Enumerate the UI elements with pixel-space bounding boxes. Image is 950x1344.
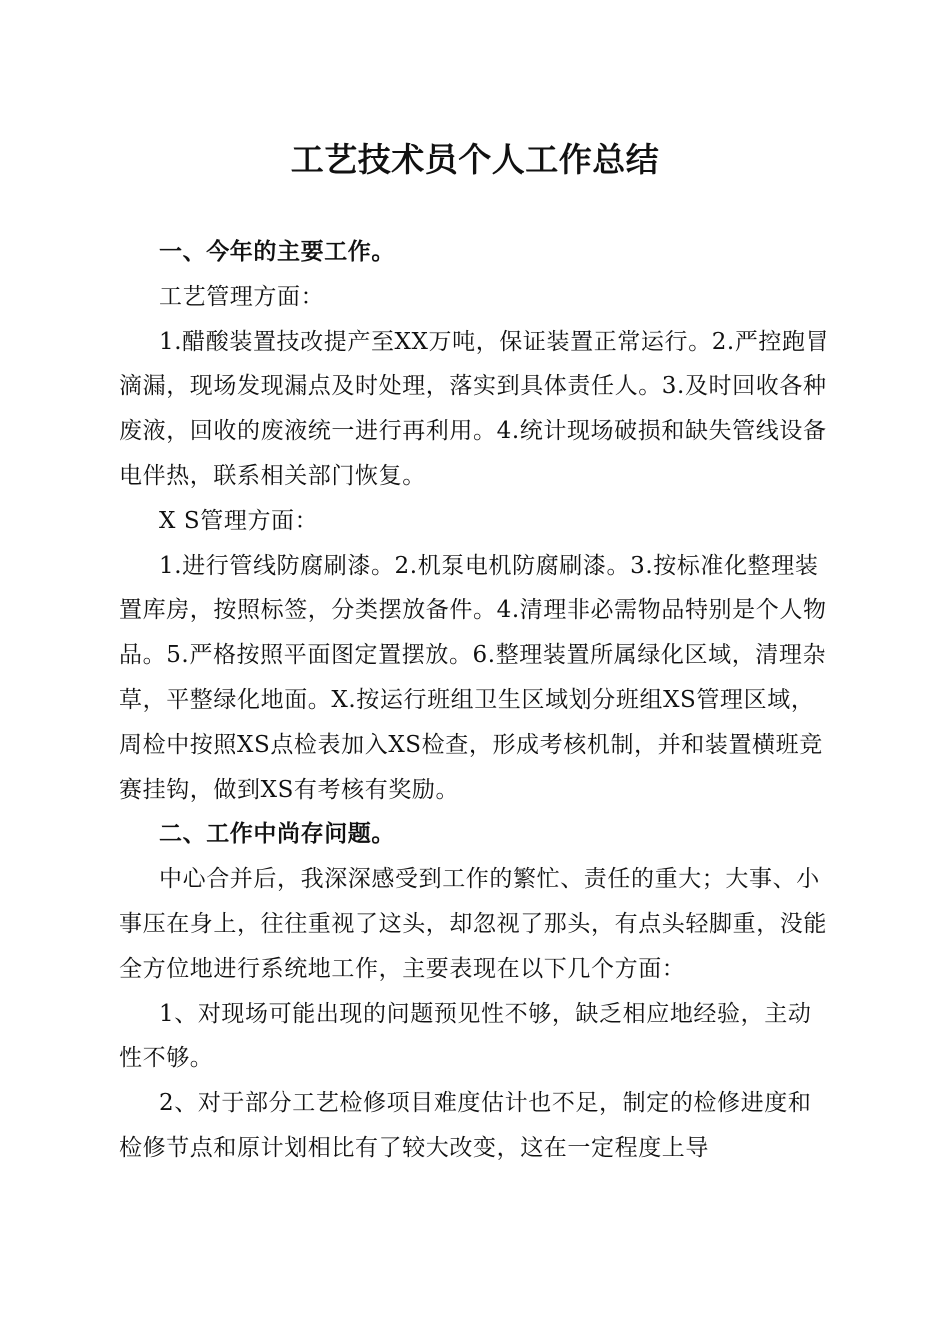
- subheading-process-management: 工艺管理方面：: [159, 283, 325, 310]
- paragraph-problem-1: 1、对现场可能出现的问题预见性不够，缺乏相应地经验，主动性不够。: [119, 1000, 812, 1072]
- paragraph-process-items: 1.醋酸装置技改提产至XX万吨，保证装置正常运行。2.严控跑冒滴漏，现场发现漏点及时处理，落实到具体责任人。3.及时回收各种废液，回收的废液统一进行再利用。4.统计现场破损和缺失管线设备电伴热，联系相关部门恢复。: [119, 328, 830, 489]
- document-body: [119, 230, 831, 1171]
- document-title: 工艺技术员个人工作总结: [290, 140, 660, 179]
- paragraph-problems-intro: 中心合并后，我深深感受到工作的繁忙、责任的重大；大事、小事压在身上，往往重视了这头，却忽视了那头，有点头轻脚重，没能全方位地进行系统地工作，主要表现在以下几个方面：: [119, 866, 827, 982]
- paragraph-xs-items: 1.进行管线防腐刷漆。2.机泵电机防腐刷漆。3.按标准化整理装置库房，按照标签，分类摆放备件。4.清理非必需物品特别是个人物品。5.严格按照平面图定置摆放。6.整理装置所属绿化区域，清理杂草，平整绿化地面。X.按运行班组卫生区域划分班组XS管理区域，周检中按照XS点检表加入XS检查，形成考核机制，并和装置横班竞赛挂钩，做到XS有考核有奖励。: [119, 552, 827, 803]
- section-heading-problems: 二、工作中尚存问题。: [159, 821, 395, 848]
- subheading-xs-management: X S管理方面：: [159, 507, 319, 534]
- paragraph-problem-2: 2、对于部分工艺检修项目难度估计也不足，制定的检修进度和检修节点和原计划相比有了较大改变，这在一定程度上导: [119, 1090, 812, 1161]
- section-heading-main-work: 一、今年的主要工作。: [159, 239, 395, 265]
